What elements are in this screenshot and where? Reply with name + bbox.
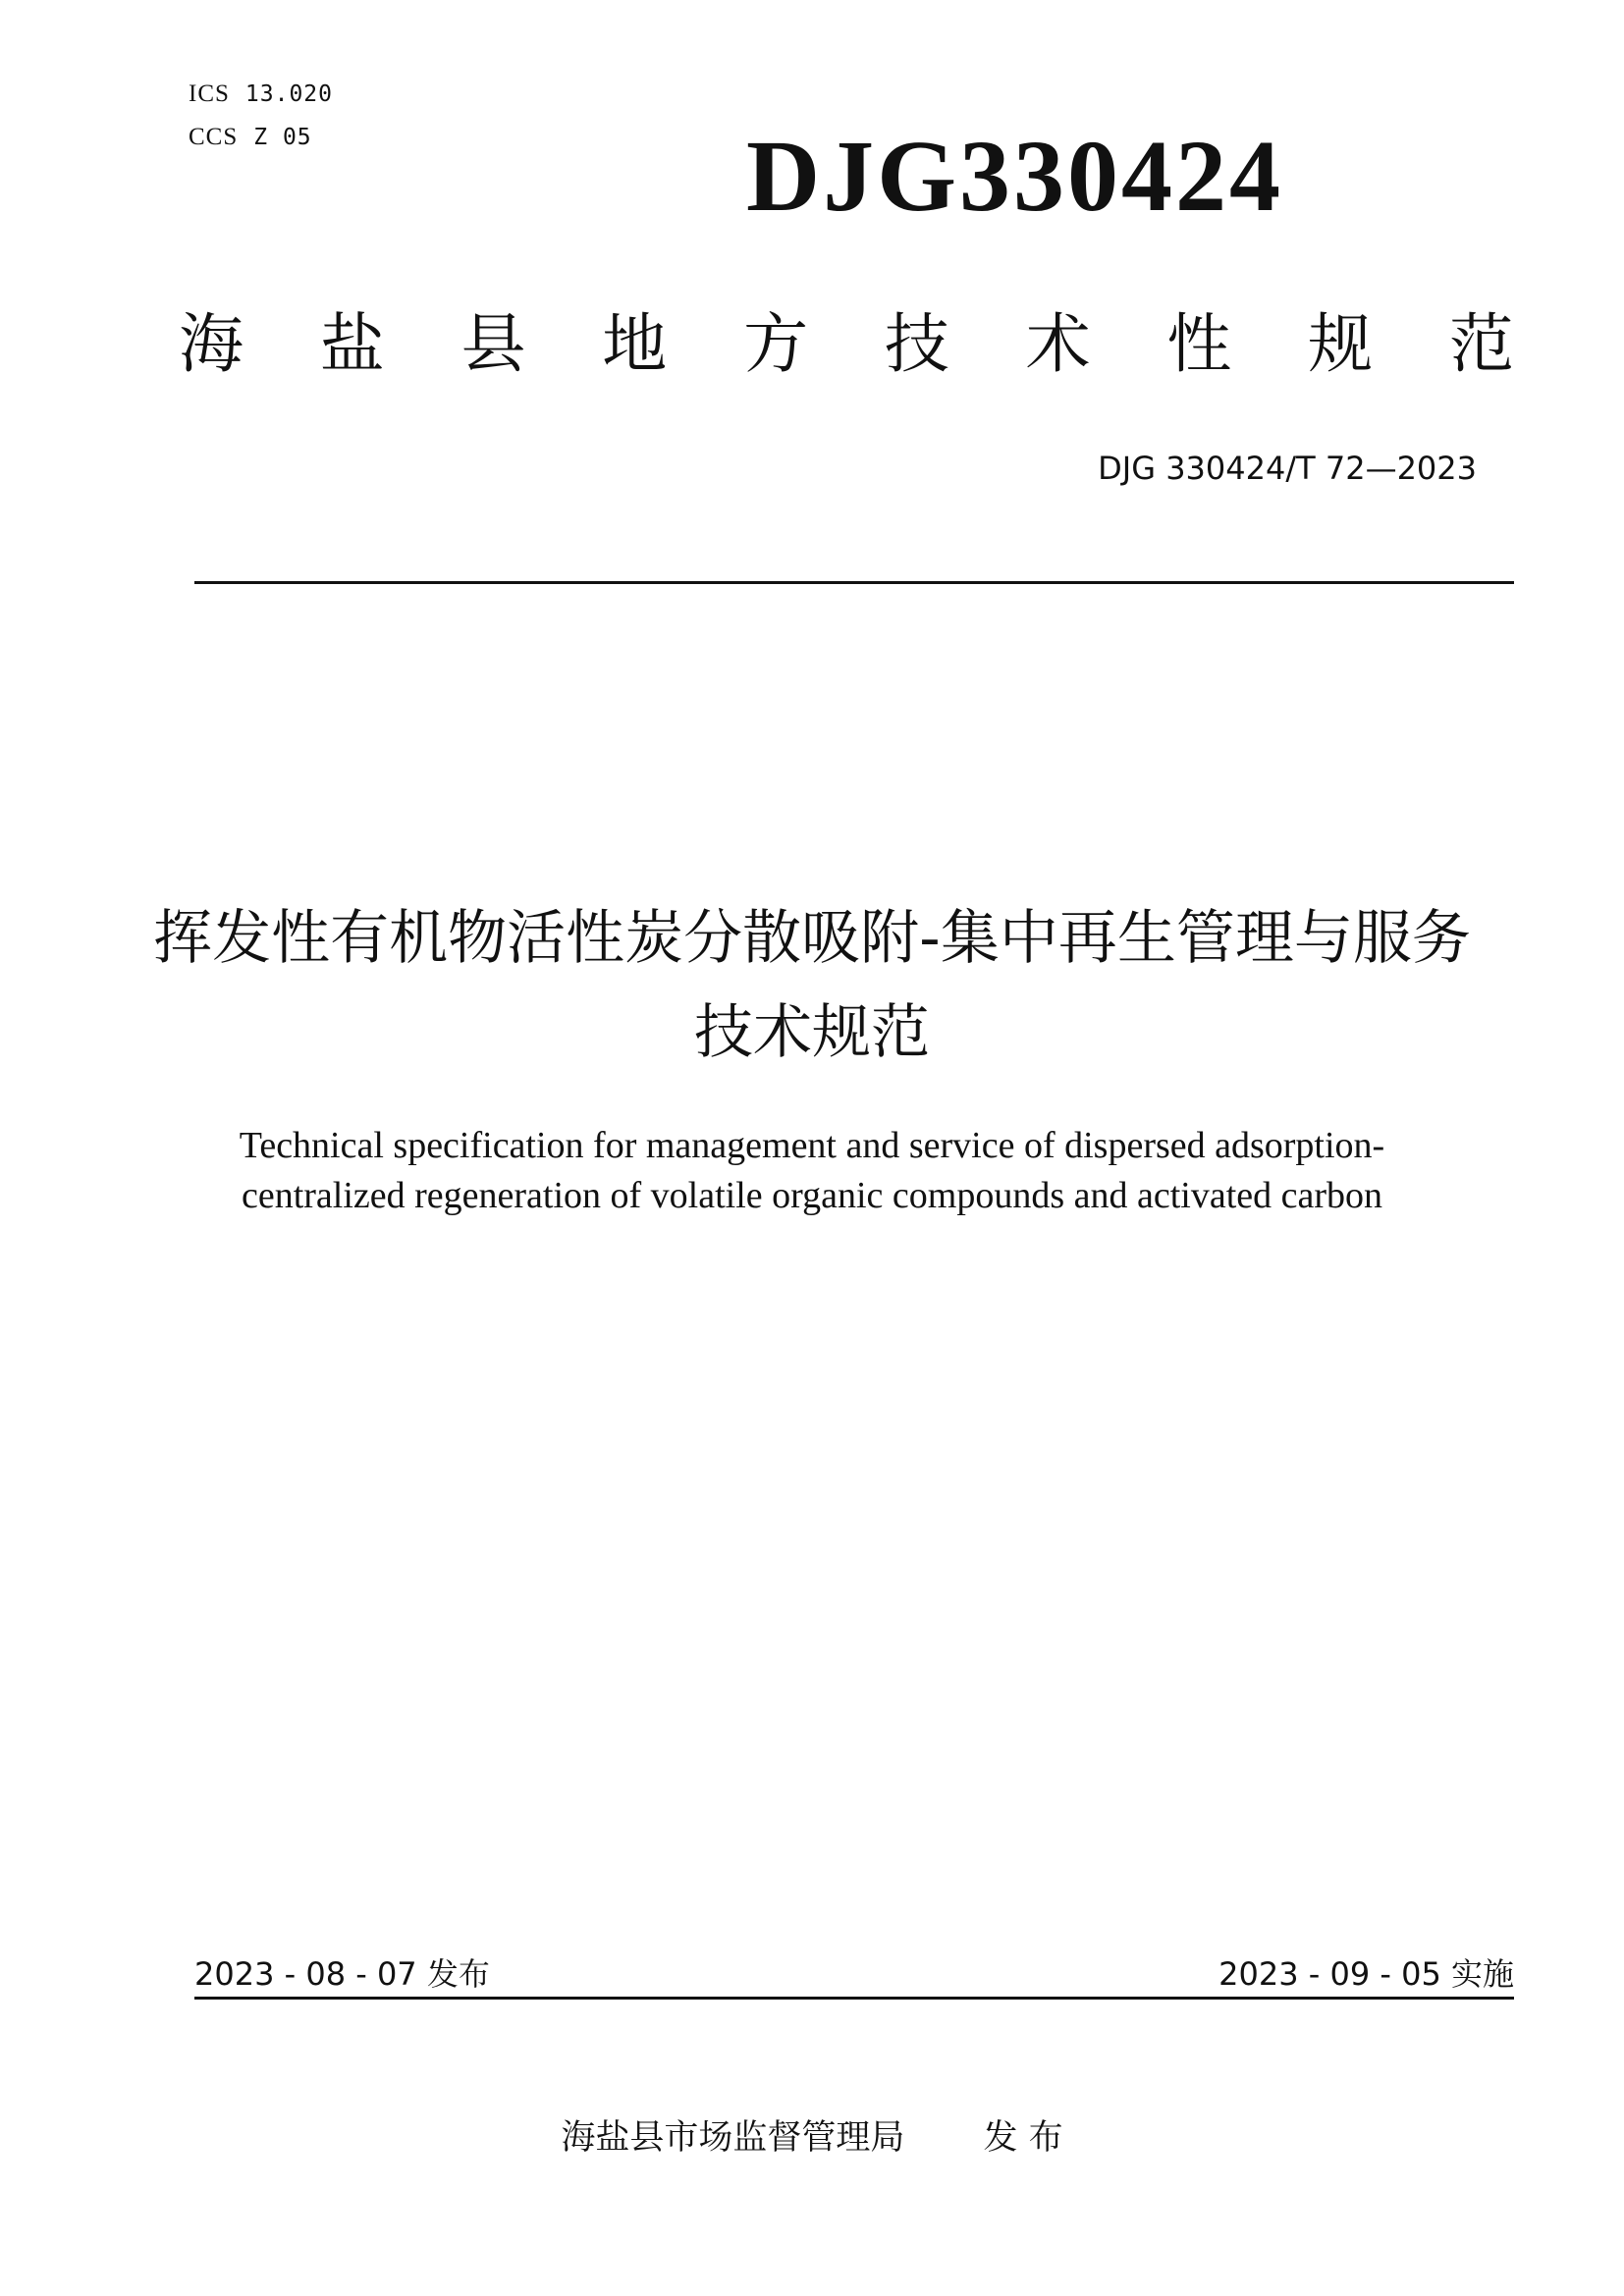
- standard-type-char: 技: [884, 306, 949, 382]
- standard-type-char: 海: [179, 306, 244, 382]
- publisher-action: 发 布: [983, 2118, 1063, 2158]
- standard-type-char: 盐: [319, 306, 385, 382]
- publisher-line: [0, 2110, 1624, 2160]
- ccs-code: [189, 124, 312, 151]
- standard-type-char: 性: [1166, 306, 1232, 382]
- standard-type-char: 范: [1448, 306, 1514, 382]
- publisher-name: 海盐县市场监督管理局: [561, 2118, 905, 2158]
- ics-value: 13.020: [244, 81, 333, 107]
- ccs-value: Z 05: [253, 125, 312, 150]
- document-title-en: Technical specification for management and service of dispersed adsorption-centralized regeneration of volatile organic compounds and activated carbon: [239, 1125, 1385, 1216]
- standard-type-char: 县: [460, 306, 526, 382]
- ics-code: [189, 80, 333, 108]
- ics-label: ICS: [189, 80, 230, 107]
- standard-code-heading: DJG330424: [746, 120, 1283, 233]
- implementation-date: 2023 - 09 - 05 实施: [1218, 1955, 1514, 1993]
- standard-type-char: 方: [743, 306, 809, 382]
- standard-type-char: 术: [1025, 306, 1091, 382]
- document-title-zh: 挥发性有机物活性炭分散吸附-集中再生管理与服务技术规范: [153, 904, 1471, 1067]
- issue-date: 2023 - 08 - 07 发布: [194, 1955, 490, 1993]
- standard-type-heading: [179, 306, 1514, 382]
- bottom-divider: [194, 1997, 1514, 2000]
- ccs-label: CCS: [189, 124, 239, 150]
- standard-type-char: 地: [602, 306, 668, 382]
- standard-number: DJG 330424/T 72—2023: [1098, 450, 1477, 487]
- top-divider: [194, 581, 1514, 584]
- standard-type-char: 规: [1308, 306, 1374, 382]
